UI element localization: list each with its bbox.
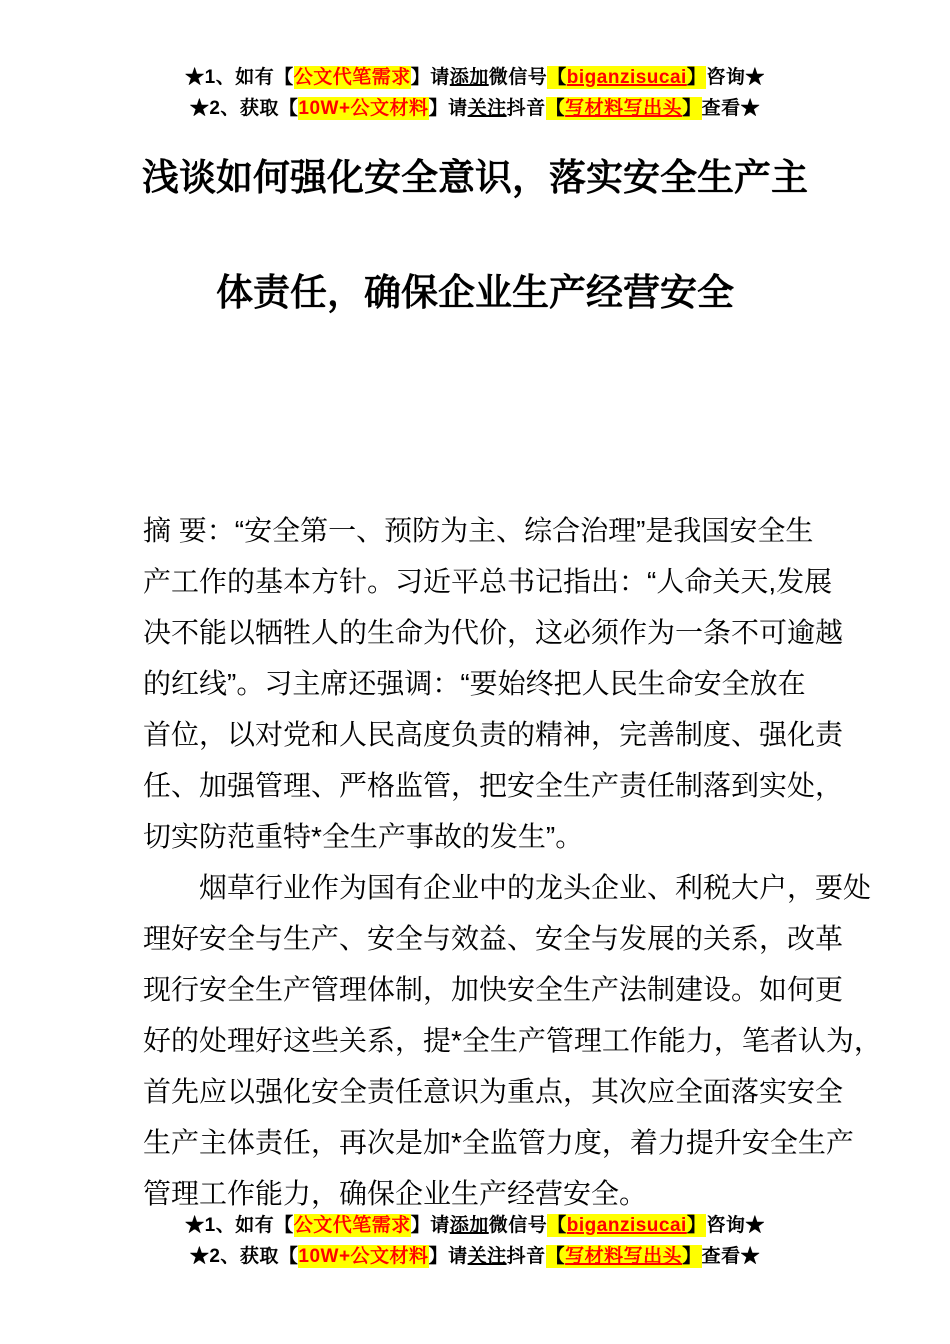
underline-action: 添加 bbox=[449, 1215, 489, 1236]
underline-action: 关注 bbox=[467, 1246, 507, 1267]
promo-text: ★1、如有【 bbox=[185, 1215, 294, 1236]
body-line: 首位，以对党和人民高度负责的精神，完善制度、强化责 bbox=[143, 719, 844, 750]
body-line: 决不能以牺牲人的生命为代价，这必须作为一条不可逾越 bbox=[143, 617, 844, 648]
body-line: 摘 要：“安全第一、预防为主、综合治理”是我国安全生 bbox=[143, 515, 814, 546]
douyin-id: 写材料写出头 bbox=[565, 98, 683, 119]
promo-text: 抖音 bbox=[506, 1246, 546, 1267]
page-title-line-2: 体责任，确保企业生产经营安全 bbox=[216, 272, 734, 313]
bracket-open: 【 bbox=[547, 67, 567, 88]
promo-text: 】请 bbox=[410, 67, 450, 88]
bracket-open: 【 bbox=[547, 1215, 567, 1236]
promo-text: ★2、获取【 bbox=[189, 98, 299, 119]
body-line: 切实防范重特*全生产事故的发生”。 bbox=[143, 821, 584, 852]
promo-text: 查看★ bbox=[701, 1246, 761, 1267]
body-line: 任、加强管理、严格监管，把安全生产责任制落到实处， bbox=[143, 770, 844, 801]
douyin-id: 写材料写出头 bbox=[565, 1246, 683, 1267]
body-line: 生产主体责任，再次是加*全监管力度，着力提升安全生产 bbox=[143, 1127, 854, 1158]
promo-text: 】请 bbox=[428, 1246, 468, 1267]
promo-text: ★1、如有【 bbox=[185, 67, 294, 88]
promo-line-2 bbox=[0, 1241, 950, 1272]
body-line: 烟草行业作为国有企业中的龙头企业、利税大户，要处 bbox=[199, 872, 872, 903]
underline-action: 添加 bbox=[449, 67, 489, 88]
promo-text: ★2、获取【 bbox=[189, 1246, 299, 1267]
bracket-close: 】 bbox=[682, 98, 702, 119]
promo-text: 咨询★ bbox=[706, 1215, 765, 1236]
bracket-open: 【 bbox=[545, 98, 566, 119]
body-line: 产工作的基本方针。习近平总书记指出：“人命关天,发展 bbox=[143, 566, 833, 597]
bracket-close: 】 bbox=[686, 1215, 707, 1236]
bracket-open: 【 bbox=[545, 1246, 566, 1267]
promo-banner-bottom bbox=[0, 1210, 950, 1272]
promo-text: 查看★ bbox=[701, 98, 761, 119]
highlight-service-tag: 10W+公文材料 bbox=[298, 1246, 429, 1267]
highlight-service-tag: 10W+公文材料 bbox=[298, 98, 429, 119]
body-line: 理好安全与生产、安全与效益、安全与发展的关系，改革 bbox=[143, 923, 844, 954]
promo-line-1 bbox=[0, 1210, 950, 1241]
body-line: 现行安全生产管理体制，加快安全生产法制建设。如何更 bbox=[143, 974, 844, 1005]
promo-text: 抖音 bbox=[506, 98, 546, 119]
body-line: 管理工作能力，确保企业生产经营安全。 bbox=[143, 1178, 648, 1209]
body-line: 首先应以强化安全责任意识为重点，其次应全面落实安全 bbox=[143, 1076, 844, 1107]
promo-banner-top bbox=[0, 62, 950, 124]
promo-text: 】请 bbox=[428, 98, 468, 119]
promo-text: 】请 bbox=[410, 1215, 450, 1236]
highlight-service-tag: 公文代笔需求 bbox=[293, 67, 411, 88]
page-title bbox=[0, 120, 950, 350]
page-title-line-1: 浅谈如何强化安全意识，落实安全生产主 bbox=[142, 157, 808, 198]
promo-text: 微信号 bbox=[488, 67, 548, 88]
wechat-id: biganzisucai bbox=[566, 67, 687, 88]
body-line: 的红线”。习主席还强调：“要始终把人民生命安全放在 bbox=[143, 668, 806, 699]
underline-action: 关注 bbox=[467, 98, 507, 119]
bracket-close: 】 bbox=[682, 1246, 702, 1267]
promo-text: 微信号 bbox=[488, 1215, 548, 1236]
bracket-close: 】 bbox=[686, 67, 707, 88]
document-body bbox=[143, 505, 882, 1219]
highlight-service-tag: 公文代笔需求 bbox=[293, 1215, 411, 1236]
promo-text: 咨询★ bbox=[706, 67, 765, 88]
body-line: 好的处理好这些关系，提*全生产管理工作能力，笔者认为， bbox=[143, 1025, 882, 1056]
wechat-id: biganzisucai bbox=[566, 1215, 687, 1236]
promo-line-1 bbox=[0, 62, 950, 93]
